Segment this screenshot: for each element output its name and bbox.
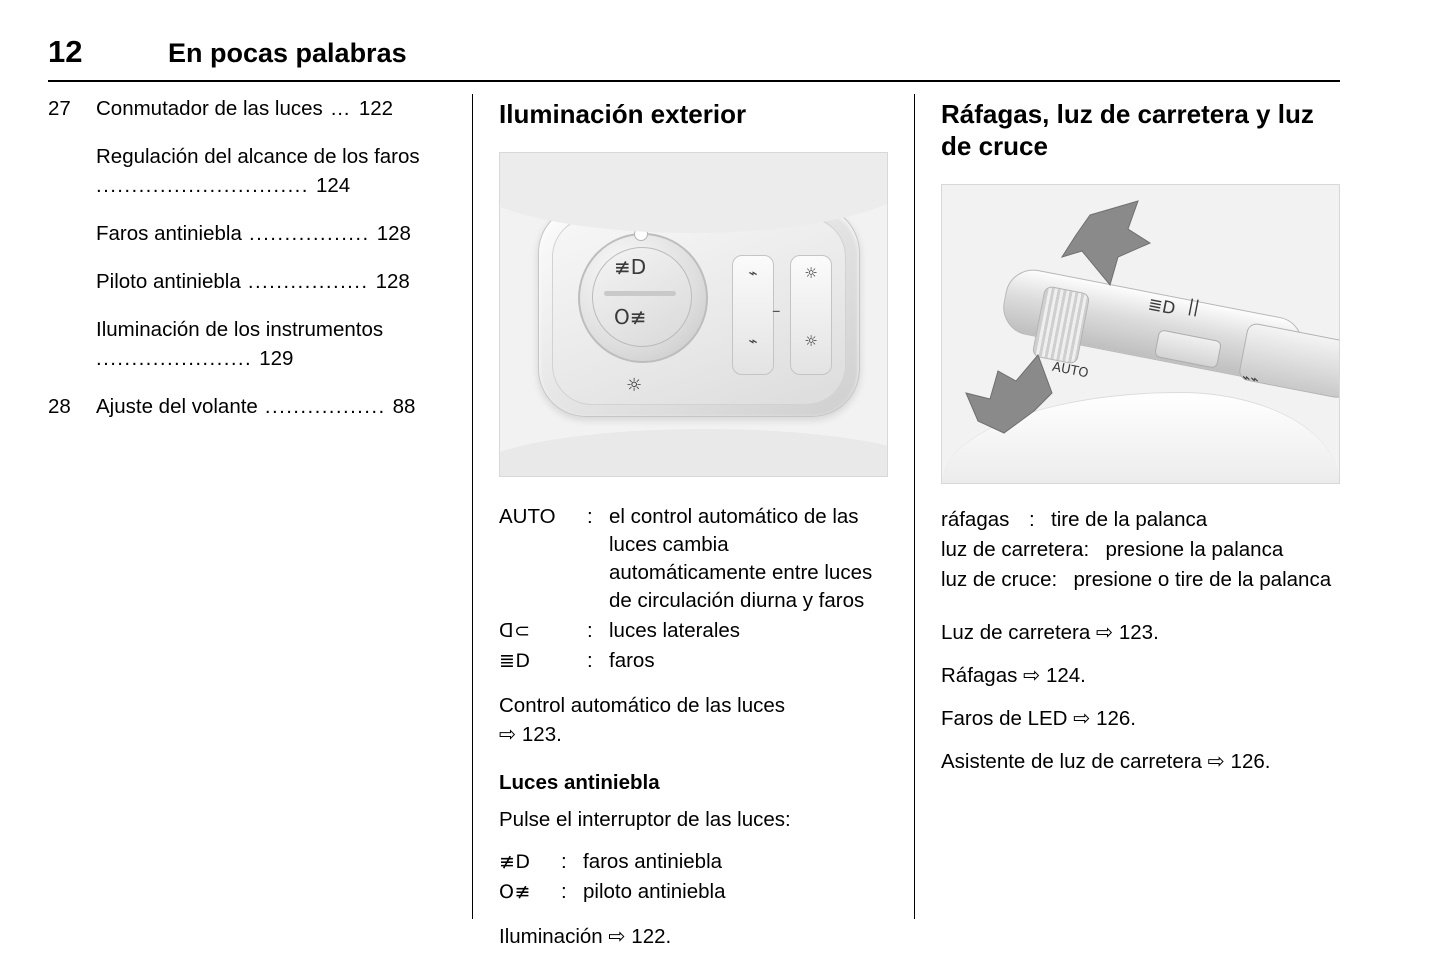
toc-entry-text [96,267,446,296]
toc-label: Ajuste del volante [96,395,258,418]
definition-row-flash [941,506,1340,534]
definition-row-low-beam [941,566,1340,594]
stalk-motion-arrows [942,185,1340,484]
definition-description: faros antiniebla [583,850,723,873]
definition-term: luz de cruce [941,568,1052,591]
definition-description: luces laterales [609,619,741,642]
toc-page: 124 [315,174,351,197]
reference-arrow-icon: ⇨ [1095,620,1114,644]
stalk-definitions [941,506,1340,594]
list-item [48,142,446,200]
stalk-illustration [942,185,1339,483]
definition-colon: : [1051,568,1058,591]
reference-arrow-icon: ⇨ [608,924,626,948]
definition-colon: : [561,880,567,903]
dimmer-down-icon: ☼ [804,332,818,350]
definition-row-sidelights [499,617,888,645]
lighting-reference-label: Iluminación [499,925,603,948]
definition-description: faros [609,649,655,672]
definition-colon: : [1083,538,1090,561]
auto-control-reference: 123. [521,723,562,746]
toc-entry-text [96,142,446,200]
reference-arrow-icon: ⇨ [1207,749,1225,773]
toc-dots: … [322,97,359,120]
toc-number: 28 [48,395,71,418]
reference-label: Asistente de luz de carretera [941,750,1202,773]
arrow-down-icon [966,355,1052,433]
definition-row-rear-fog [499,878,888,906]
range-down-icon: ⌁ [748,332,758,350]
exterior-lighting-column [472,94,914,948]
lighting-reference [499,922,888,951]
reference-page: 124. [1045,664,1086,687]
page-header [48,34,1338,70]
page-columns [48,94,1340,948]
instrument-illumination-icon: ☼ [626,375,643,396]
toc-dots: ................. [241,222,377,245]
toc-page: 128 [376,222,411,245]
fog-light-definitions [499,848,888,906]
section-title-high-beam: Ráfagas, luz de carretera y luz de cruce [941,99,1314,161]
auto-control-text: Control automático de las luces [499,694,786,717]
sidelights-icon: ᗡ⊂ [499,620,531,642]
dash-trim-lower [499,429,888,477]
toc-label: Conmutador de las luces [96,97,323,120]
definition-description: tire de la palanca [1051,508,1208,531]
toc-entry-text [96,94,446,123]
definition-description: el control automático de las luces cambia automáticamente entre luces de circulación diurna y faros [609,505,873,612]
definition-row-auto [499,503,888,615]
page-number: 12 [48,34,83,69]
auto-control-paragraph [499,691,888,749]
instrument-dimmer-rocker [790,255,832,375]
definition-term: luz de carretera [941,538,1084,561]
toc-label: Iluminación de los instrumentos [96,318,384,341]
stalk-wiper-label: AUTO [1050,359,1090,382]
definition-description: piloto antiniebla [583,880,726,903]
toc-dots: ................. [257,395,393,418]
toc-page: 88 [392,395,416,418]
definition-colon: : [1029,508,1035,531]
rear-fog-lamp-icon: O≢ [614,305,647,329]
definition-colon: : [587,649,593,672]
range-up-icon: ⌁ [748,264,758,282]
toc-label: Faros antiniebla [96,222,242,245]
dimmer-up-icon: ☼ [804,264,818,282]
reference-label: Luz de carretera [941,621,1091,644]
reference-line [941,704,1340,733]
toc-column [48,94,472,919]
toc-label: Piloto antiniebla [96,270,241,293]
toc-page: 122 [358,97,394,120]
toc-entry-text [96,392,446,421]
reference-label: Faros de LED [941,707,1068,730]
toc-dots: .............................. [96,174,316,197]
toc-label: Regulación del alcance de los faros [96,145,420,168]
reference-line [941,661,1340,690]
toc-number: 27 [48,97,71,120]
high-beam-column [914,94,1340,919]
stalk-end-icon: ⌁⌁ [1240,369,1261,389]
reference-arrow-icon: ⇨ [1073,706,1091,730]
list-item [48,219,446,248]
knob-divider-bar [604,291,676,296]
lighting-reference-page: 122. [631,925,672,948]
definition-colon: : [587,619,593,642]
page-title: En pocas palabras [168,38,407,68]
definition-description: presione o tire de la palanca [1073,568,1332,591]
fog-lights-intro: Pulse el interruptor de las luces: [499,808,791,831]
reference-page: 126. [1230,750,1271,773]
definition-description: presione la palanca [1105,538,1284,561]
reference-list [941,618,1340,776]
reference-arrow-icon: ⇨ [499,722,517,746]
turn-signal-stalk-figure [941,184,1340,484]
definition-colon: : [587,505,593,528]
toc-page: 128 [375,270,410,293]
high-beam-icon: ≣D [1146,294,1178,320]
reference-arrow-icon: ⇨ [1023,663,1041,687]
header-divider [48,80,1340,82]
section-title-exterior-lighting: Iluminación exterior [499,99,747,129]
front-fog-lamp-icon: ≢D [499,851,531,873]
reference-page: 123. [1118,621,1159,644]
turn-indicator-icon: || [1186,296,1202,318]
toc-dots: ................. [240,270,376,293]
reference-line [941,747,1340,776]
toc-entry-text [96,219,446,248]
definition-colon: : [561,850,567,873]
front-fog-lamp-icon: ≢D [614,255,647,279]
light-switch-illustration [500,153,887,476]
headlights-icon: ≣D [499,650,531,672]
headlight-range-rocker [732,255,774,375]
reference-line [941,618,1340,647]
definition-row-high-beam [941,536,1340,564]
toc-entry-text [96,315,446,373]
toc-page: 129 [259,347,294,370]
definition-term: ráfagas [941,508,1010,531]
definition-row-front-fog [499,848,888,876]
reference-page: 126. [1096,707,1136,730]
reference-label: Ráfagas [941,664,1018,687]
rocker-separator: – [772,301,781,321]
list-item [48,94,446,123]
list-item [48,315,446,373]
fog-lights-heading: Luces antiniebla [499,771,660,794]
list-item [48,392,446,421]
toc-dots: ...................... [96,347,260,370]
definition-row-headlights [499,647,888,675]
rear-fog-lamp-icon: O≢ [499,881,531,903]
definition-term: AUTO [499,505,556,528]
list-item [48,267,446,296]
arrow-up-icon [1062,201,1150,285]
light-switch-figure [499,152,888,477]
light-switch-definitions [499,503,888,675]
